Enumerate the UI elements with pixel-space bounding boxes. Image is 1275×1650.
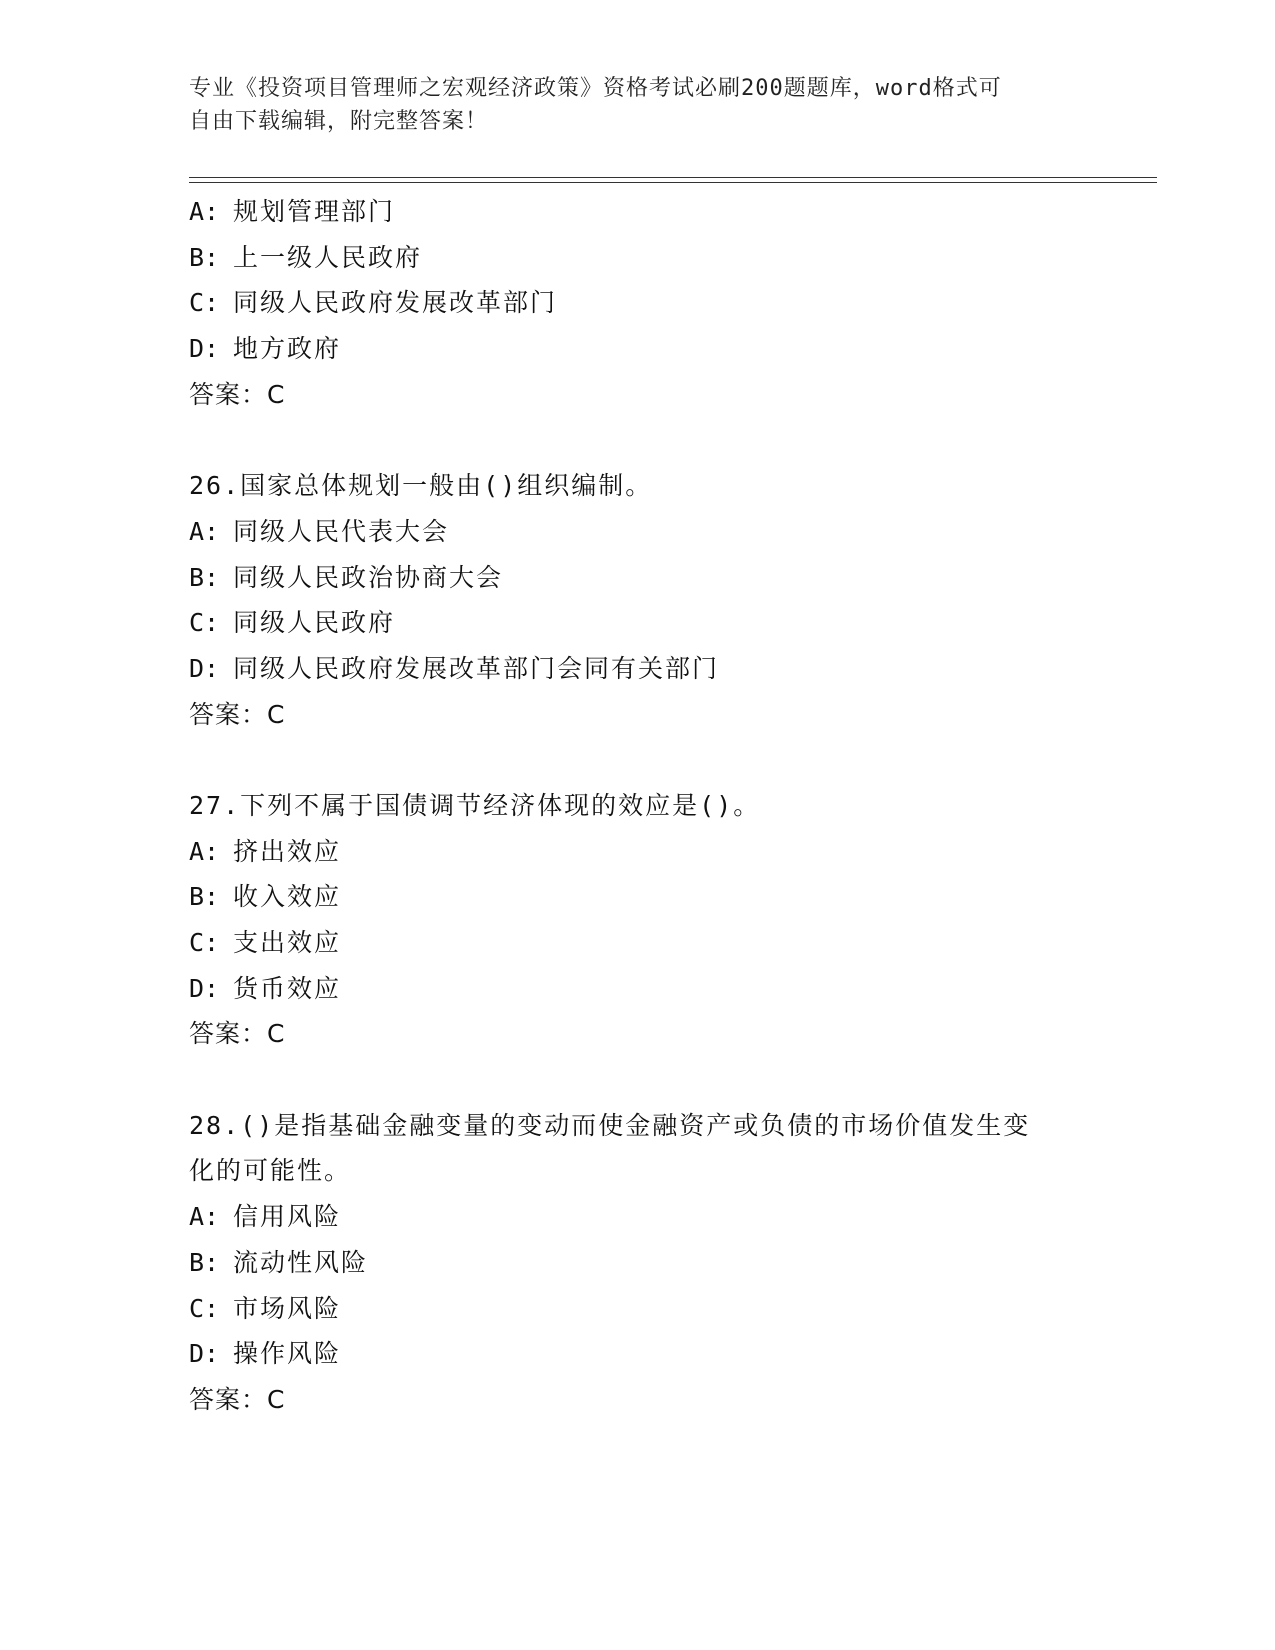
question-28 (189, 1103, 1089, 1423)
option-text: 操作风险 (233, 1339, 342, 1369)
option-label: D: (189, 653, 220, 683)
question-list (189, 189, 1089, 1423)
option-text: 上一级人民政府 (233, 242, 423, 272)
question-stem: 27.下列不属于国债调节经济体现的效应是()。 (189, 790, 761, 820)
answer: 答案：C (189, 1019, 286, 1049)
option-d (189, 646, 1089, 692)
option-a (189, 829, 1089, 875)
option-text: 同级人民政府发展改革部门会同有关部门 (233, 653, 720, 683)
option-text: 同级人民代表大会 (233, 516, 450, 546)
option-label: C: (189, 288, 220, 318)
option-d (189, 1331, 1089, 1377)
option-text: 挤出效应 (233, 836, 342, 866)
option-label: D: (189, 334, 220, 364)
question-27 (189, 783, 1089, 1057)
option-label: A: (189, 836, 220, 866)
option-label: D: (189, 973, 220, 1003)
header-line-2: 自由下载编辑，附完整答案！ (189, 109, 489, 134)
option-text: 流动性风险 (233, 1247, 369, 1277)
option-text: 收入效应 (233, 882, 342, 912)
option-c (189, 600, 1089, 646)
option-b (189, 235, 1089, 281)
header-line-1: 专业《投资项目管理师之宏观经济政策》资格考试必刷200题题库，word格式可 (189, 76, 1002, 101)
option-d (189, 326, 1089, 372)
question-stem-line-1: 28.()是指基础金融变量的变动而使金融资产或负债的市场价值发生变 (189, 1110, 1031, 1140)
option-label: B: (189, 1247, 220, 1277)
option-b (189, 874, 1089, 920)
option-text: 市场风险 (233, 1293, 342, 1323)
option-label: C: (189, 608, 220, 638)
option-label: B: (189, 242, 220, 272)
option-a (189, 509, 1089, 555)
option-text: 支出效应 (233, 928, 342, 957)
option-label: B: (189, 882, 220, 912)
option-c (189, 920, 1089, 966)
option-text: 规划管理部门 (233, 197, 396, 226)
option-text: 地方政府 (233, 334, 342, 364)
question-25 (189, 189, 1089, 417)
answer: 答案：C (189, 379, 286, 409)
option-a (189, 1194, 1089, 1240)
option-label: D: (189, 1339, 220, 1369)
option-label: A: (189, 197, 220, 226)
option-label: A: (189, 516, 220, 546)
option-label: B: (189, 562, 220, 592)
option-text: 同级人民政府发展改革部门 (233, 288, 558, 318)
option-text: 同级人民政府 (233, 608, 396, 638)
option-b (189, 1240, 1089, 1286)
option-label: C: (189, 928, 220, 957)
spacer (189, 1057, 1089, 1103)
document-header (189, 72, 1089, 138)
answer: 答案：C (189, 699, 286, 729)
spacer (189, 417, 1089, 463)
option-c (189, 280, 1089, 326)
option-text: 同级人民政治协商大会 (233, 562, 504, 592)
question-26 (189, 463, 1089, 737)
header-divider-top (189, 177, 1157, 178)
header-divider-bottom (189, 182, 1157, 183)
spacer (189, 737, 1089, 783)
option-label: A: (189, 1202, 220, 1232)
question-stem: 26.国家总体规划一般由()组织编制。 (189, 471, 653, 501)
option-d (189, 966, 1089, 1012)
option-b (189, 555, 1089, 601)
question-stem-line-2: 化的可能性。 (189, 1156, 352, 1186)
answer: 答案：C (189, 1384, 286, 1414)
option-label: C: (189, 1293, 220, 1323)
option-text: 货币效应 (233, 973, 342, 1003)
option-a (189, 189, 1089, 235)
option-c (189, 1286, 1089, 1332)
option-text: 信用风险 (233, 1202, 342, 1232)
